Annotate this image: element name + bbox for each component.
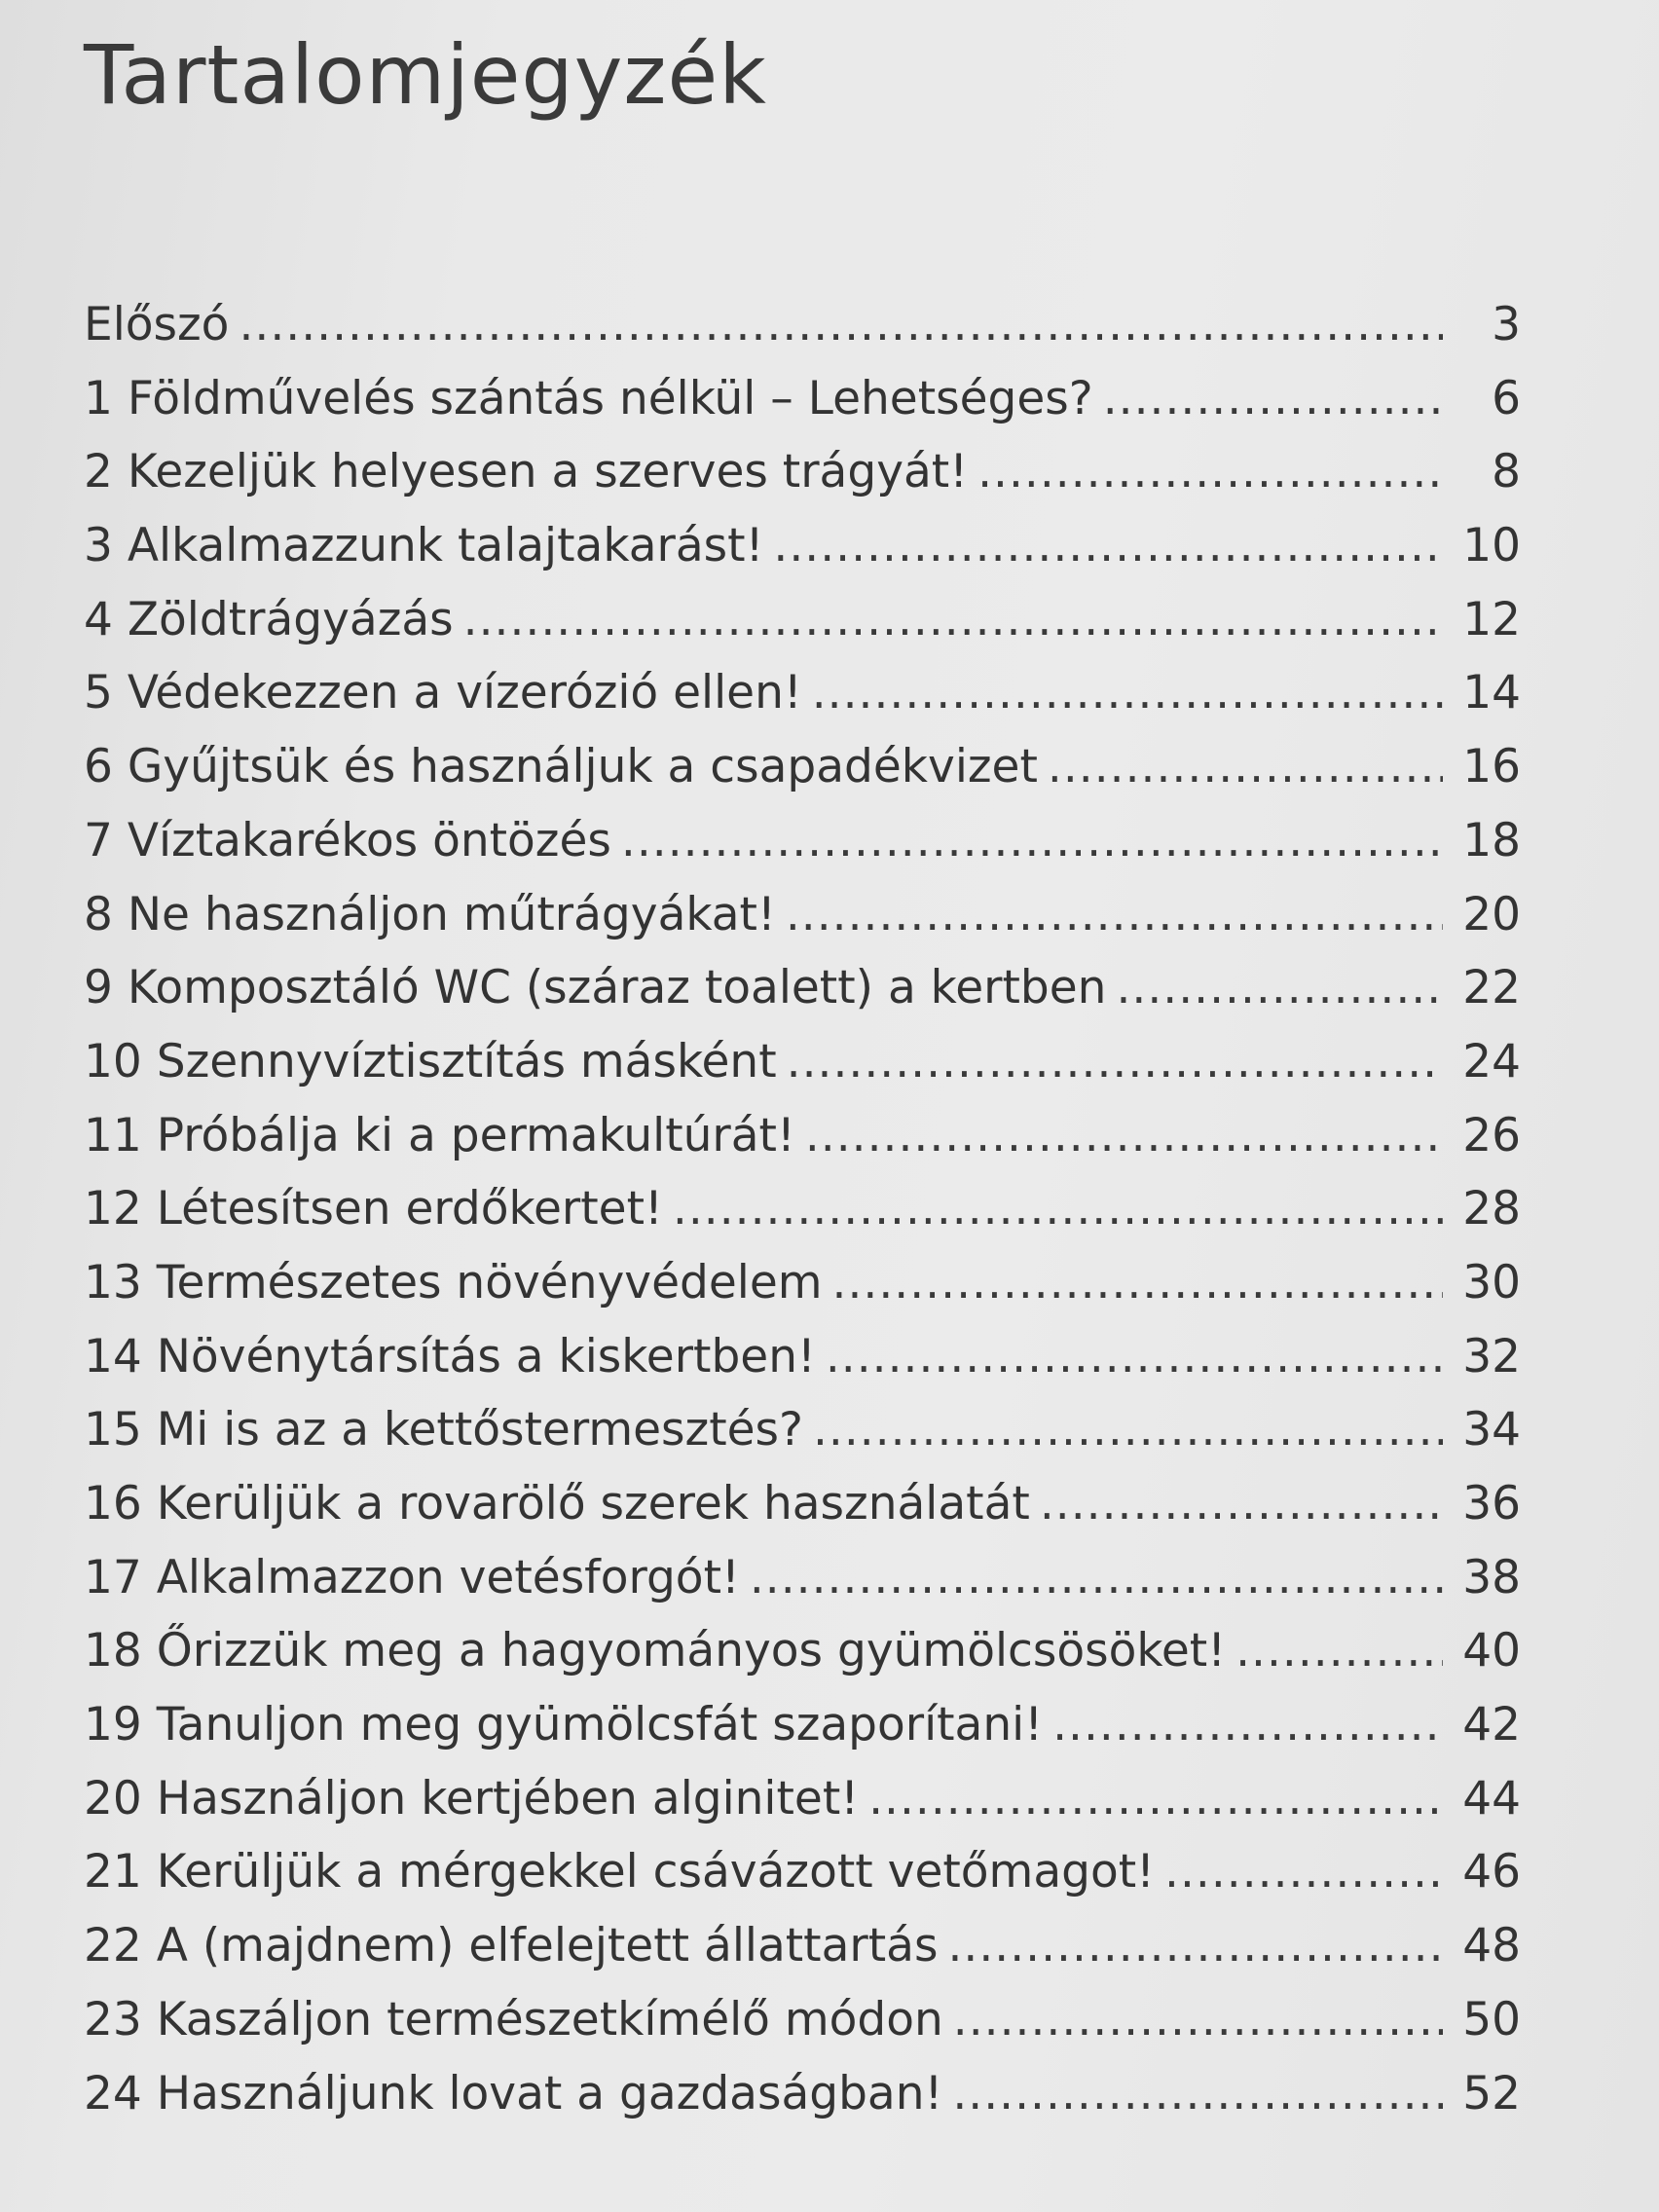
toc-entry-title: 10 Szennyvíztisztítás másként [84,1034,777,1088]
toc-entry-page-number: 14 [1462,666,1521,720]
toc-entry-page-number: 52 [1462,2066,1521,2120]
toc-entry-page-number: 26 [1462,1108,1521,1162]
toc-entry-title: 14 Növénytársítás a kiskertben! [84,1329,816,1383]
toc-entry-title: 3 Alkalmazzunk talajtakarást! [84,519,764,573]
dot-leader [952,2067,1443,2120]
toc-entry [84,519,1521,593]
toc-entry-page-number: 18 [1462,813,1521,867]
toc-entry-page-number: 10 [1462,519,1521,573]
toc-entry-page-number: 16 [1462,740,1521,794]
toc-entry-page-number: 3 [1492,298,1521,351]
dot-leader [750,1551,1443,1604]
toc-entry-page-number: 32 [1462,1329,1521,1383]
toc-entry-page-number: 34 [1462,1403,1521,1457]
toc-entry [84,1035,1521,1109]
toc-entry [84,1182,1521,1256]
toc-entry-page-number: 50 [1462,1992,1521,2046]
toc-entry-title: 7 Víztakarékos öntözés [84,813,611,867]
toc-entry-title: 22 A (majdnem) elfelejtett állattartás [84,1919,939,1973]
toc-entry-title: 11 Próbálja ki a permakultúrát! [84,1108,795,1162]
toc-entry [84,1698,1521,1772]
toc-entry-title: 6 Gyűjtsük és használjuk a csapadékvizet [84,740,1038,794]
toc-entry [84,961,1521,1035]
toc-entry-title: 9 Komposztáló WC (száraz toalett) a kertben [84,961,1107,1015]
toc-entry [84,666,1521,740]
dot-leader [1235,1624,1443,1677]
dot-leader [786,888,1443,941]
toc-entry [84,298,1521,372]
dot-leader [673,1182,1443,1235]
toc-entry-page-number: 24 [1462,1034,1521,1088]
dot-leader [773,519,1443,572]
toc-entry [84,445,1521,519]
toc-entry-title: 8 Ne használjon műtrágyákat! [84,887,776,941]
dot-leader [1116,961,1443,1014]
dot-leader [239,298,1443,351]
toc-entry [84,1477,1521,1551]
toc-entry-title: 2 Kezeljük helyesen a szerves trágyát! [84,445,969,499]
toc-entry-page-number: 38 [1462,1550,1521,1604]
dot-leader [947,1919,1443,1972]
toc-entry-title: 17 Alkalmazzon vetésforgót! [84,1550,740,1604]
toc-entry-title: 20 Használjon kertjében alginitet! [84,1771,860,1825]
dot-leader [868,1772,1443,1825]
toc-entry-title: Előszó [84,298,230,351]
toc-entry [84,1330,1521,1404]
toc-entry [84,1772,1521,1846]
dot-leader [832,1256,1443,1309]
toc-entry-page-number: 12 [1462,592,1521,646]
dot-leader [1164,1845,1443,1899]
dot-leader [805,1109,1443,1162]
toc-entry [84,2067,1521,2141]
dot-leader [787,1035,1443,1088]
toc-entry [84,740,1521,814]
toc-entry-title: 23 Kaszáljon természetkímélő módon [84,1992,943,2046]
dot-leader [1103,372,1443,425]
toc-entry-title: 24 Használjunk lovat a gazdaságban! [84,2066,943,2120]
toc-entry [84,593,1521,667]
toc-entry-page-number: 22 [1462,961,1521,1015]
dot-leader [621,814,1443,867]
toc-entry [84,1109,1521,1183]
toc-entry [84,1919,1521,1993]
toc-entry-title: 1 Földművelés szántás nélkül – Lehetséges? [84,371,1093,425]
dot-leader [953,1993,1443,2046]
toc-entry-title: 4 Zöldtrágyázás [84,592,454,646]
toc-entry-page-number: 40 [1462,1624,1521,1678]
page-title: Tartalomjegyzék [84,27,767,123]
dot-leader [1052,1698,1443,1751]
toc-entry [84,1993,1521,2067]
toc-entry-page-number: 42 [1462,1698,1521,1752]
toc-entry [84,1845,1521,1919]
toc-entry [84,372,1521,446]
dot-leader [1040,1477,1443,1530]
toc-entry-title: 21 Kerüljük a mérgekkel csávázott vetőmagot! [84,1845,1156,1899]
toc-entry-title: 12 Létesítsen erdőkertet! [84,1182,663,1236]
toc-entry-title: 15 Mi is az a kettőstermesztés? [84,1403,803,1457]
toc-entry [84,1551,1521,1625]
dot-leader [826,1330,1443,1383]
toc-entry-title: 16 Kerüljük a rovarölő szerek használatát [84,1477,1030,1530]
toc-entry [84,814,1521,888]
dot-leader [463,593,1443,646]
toc-entry-page-number: 36 [1462,1477,1521,1530]
toc-entry-page-number: 28 [1462,1182,1521,1236]
toc-entry-title: 13 Természetes növényvédelem [84,1255,823,1309]
toc-entry-page-number: 20 [1462,887,1521,941]
toc-entry-page-number: 30 [1462,1255,1521,1309]
dot-leader [977,445,1443,498]
toc-entry-page-number: 48 [1462,1919,1521,1973]
toc-entry-page-number: 8 [1492,445,1521,499]
toc-entry-title: 19 Tanuljon meg gyümölcsfát szaporítani! [84,1698,1044,1752]
toc-entry [84,1403,1521,1477]
dot-leader [1048,740,1443,793]
toc-entry-title: 18 Őrizzük meg a hagyományos gyümölcsösöket! [84,1624,1227,1678]
table-of-contents [84,298,1521,2140]
dot-leader [812,666,1443,719]
toc-entry-page-number: 46 [1462,1845,1521,1899]
toc-entry [84,1624,1521,1698]
toc-entry-page-number: 6 [1492,371,1521,425]
toc-entry [84,888,1521,962]
toc-entry [84,1256,1521,1330]
toc-entry-title: 5 Védekezzen a vízerózió ellen! [84,666,802,720]
dot-leader [813,1403,1443,1456]
toc-entry-page-number: 44 [1462,1771,1521,1825]
